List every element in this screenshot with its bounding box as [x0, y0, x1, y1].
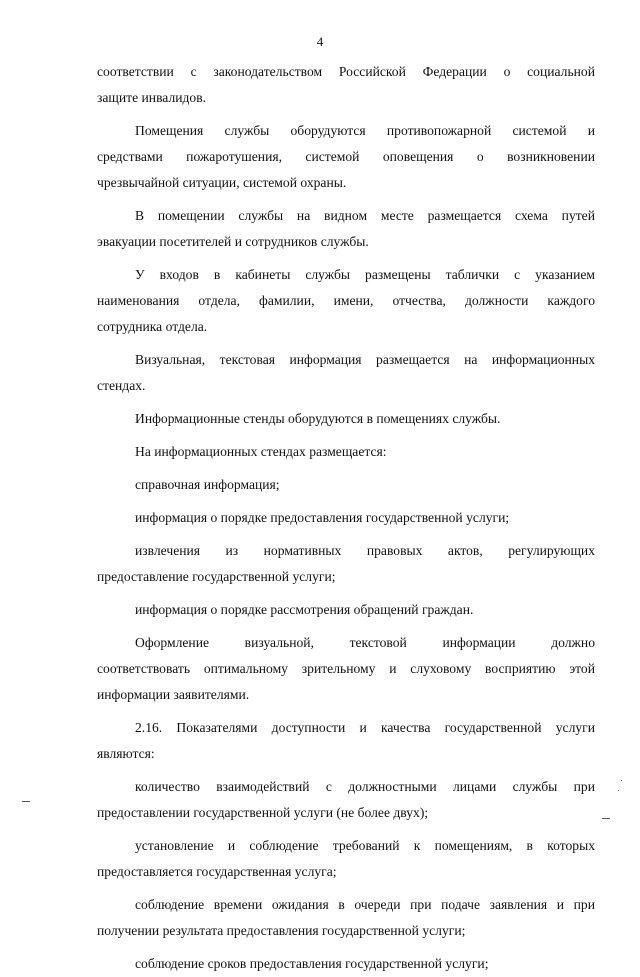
text-line: 2.16. Показателями доступности и качества государственной услуги [135, 720, 595, 735]
paragraph [97, 59, 595, 111]
paragraph [97, 118, 595, 196]
paragraph [97, 439, 595, 465]
text-line: соответствовать оптимальному зрительному и слуховому восприятию этой [97, 661, 595, 676]
text-line: информации заявителями. [97, 687, 250, 702]
paragraph [97, 347, 595, 399]
text-line: сотрудника отдела. [97, 319, 208, 334]
text-line: соблюдение сроков предоставления государственной услуги; [135, 956, 489, 971]
text-line: соблюдение времени ожидания в очереди при подаче заявления и при [135, 897, 595, 912]
page-number: 4 [316, 34, 324, 49]
paragraph [97, 406, 595, 432]
text-line: эвакуации посетителей и сотрудников службы. [97, 234, 369, 249]
text-line: У входов в кабинеты службы размещены таблички с указанием [135, 267, 595, 282]
paragraph [97, 262, 595, 340]
text-line: защите инвалидов. [97, 90, 207, 105]
paragraph [97, 505, 595, 531]
paragraph [97, 203, 595, 255]
text-line: получении результата предоставления государственной услуги; [97, 923, 466, 938]
paragraph [97, 774, 595, 826]
text-line: Оформление визуальной, текстовой информации должно [135, 635, 595, 650]
text-line: предоставлении государственной услуги (не более двух); [97, 805, 429, 820]
text-line: соответствии с законодательством Российской Федерации о социальной [97, 64, 595, 79]
text-line: извлечения из нормативных правовых актов, регулирующих [135, 543, 595, 558]
scan-mark [602, 818, 610, 819]
paragraph [97, 597, 595, 623]
text-line: стендах. [97, 378, 146, 393]
text-line: установление и соблюдение требований к помещениям, в которых [135, 838, 595, 853]
text-line: информация о порядке предоставления государственной услуги; [135, 510, 510, 525]
paragraph [97, 538, 595, 590]
paragraph [97, 892, 595, 944]
paragraph [97, 630, 595, 708]
text-line: наименования отдела, фамилии, имени, отчества, должности каждого [97, 293, 595, 308]
text-line: средствами пожаротушения, системой оповещения о возникновении [97, 149, 595, 164]
text-line: количество взаимодействий с должностными лицами службы при [135, 779, 595, 794]
text-line: Визуальная, текстовая информация размещается на информационных [135, 352, 595, 367]
text-line: Информационные стенды оборудуются в помещениях службы. [135, 411, 501, 426]
scan-mark [22, 801, 30, 802]
paragraph [97, 951, 595, 977]
scan-speck [621, 780, 622, 781]
text-line: являются: [97, 746, 155, 761]
paragraph [97, 833, 595, 885]
scan-speck [618, 790, 619, 791]
document-body [97, 59, 595, 977]
text-line: предоставление государственной услуги; [97, 569, 336, 584]
paragraph [97, 472, 595, 498]
paragraph [97, 715, 595, 767]
text-line: справочная информация; [135, 477, 280, 492]
text-line: предоставляется государственная услуга; [97, 864, 337, 879]
text-line: На информационных стендах размещается: [135, 444, 387, 459]
text-line: В помещении службы на видном месте размещается схема путей [135, 208, 595, 223]
text-line: чрезвычайной ситуации, системой охраны. [97, 175, 347, 190]
text-line: информация о порядке рассмотрения обращений граждан. [135, 602, 474, 617]
text-line: Помещения службы оборудуются противопожарной системой и [135, 123, 595, 138]
